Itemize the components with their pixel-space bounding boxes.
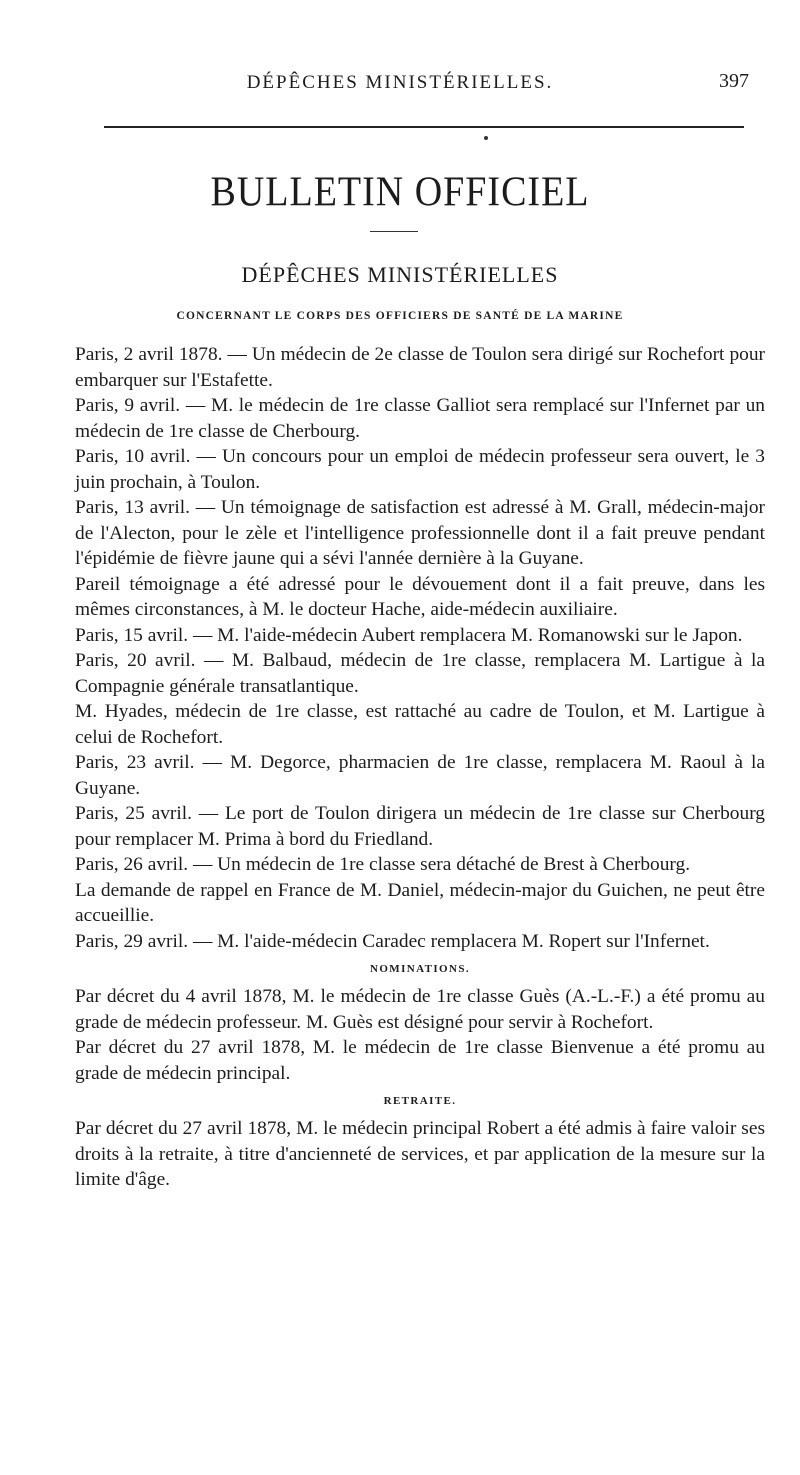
title-rule	[370, 231, 418, 232]
paragraph: Paris, 13 avril. — Un témoignage de satisfaction est adressé à M. Grall, médecin-major de l'Alecton, pour le zèle et l'intelligence professionnelle dont il a fait preuve pendant l'épidémie de fièvre jaune qui a sévi l'année dernière à la Guyane.	[75, 497, 765, 569]
nominations-heading: NOMINATIONS.	[369, 963, 471, 975]
running-head	[0, 66, 800, 96]
retraite-heading: RETRAITE.	[383, 1095, 457, 1107]
paragraph: M. Hyades, médecin de 1re classe, est rattaché au cadre de Toulon, et M. Lartigue à celui de Rochefort.	[75, 701, 765, 748]
paragraph: Par décret du 27 avril 1878, M. le médecin principal Robert a été admis à faire valoir ses droits à la retraite, à titre d'ancienneté de services, et par application de la mesure sur la limite d'âge.	[75, 1118, 765, 1190]
paragraph: Paris, 25 avril. — Le port de Toulon dirigera un médecin de 1re classe sur Cherbourg pour remplacer M. Prima à bord du Friedland.	[75, 803, 765, 850]
paragraph: La demande de rappel en France de M. Daniel, médecin-major du Guichen, ne peut être accueillie.	[75, 879, 765, 926]
page-number: 397	[719, 70, 749, 92]
paragraph: Paris, 23 avril. — M. Degorce, pharmacien de 1re classe, remplacera M. Raoul à la Guyane.	[75, 752, 765, 799]
paragraph: Paris, 10 avril. — Un concours pour un emploi de médecin professeur sera ouvert, le 3 juin prochain, à Toulon.	[75, 446, 765, 493]
section-title: DÉPÊCHES MINISTÉRIELLES	[241, 262, 559, 287]
paragraph: Par décret du 27 avril 1878, M. le médecin de 1re classe Bienvenue a été promu au grade de médecin principal.	[75, 1037, 765, 1084]
paragraph: Paris, 26 avril. — Un médecin de 1re classe sera détaché de Brest à Cherbourg.	[75, 854, 691, 875]
ornament-dot	[484, 136, 488, 140]
paragraph: Par décret du 4 avril 1878, M. le médecin de 1re classe Guès (A.-L.-F.) a été promu au grade de médecin professeur. M. Guès est désigné pour servir à Rochefort.	[75, 986, 765, 1033]
paragraph: Paris, 15 avril. — M. l'aide-médecin Aubert remplacera M. Romanowski sur le Japon.	[75, 624, 743, 646]
paragraph: Paris, 2 avril 1878. — Un médecin de 2e classe de Toulon sera dirigé sur Rochefort pour embarquer sur l'Estafette.	[75, 344, 765, 391]
paragraph: Paris, 20 avril. — M. Balbaud, médecin de 1re classe, remplacera M. Lartigue à la Compagnie générale transatlantique.	[75, 650, 765, 697]
running-title: DÉPÊCHES MINISTÉRIELLES.	[246, 72, 554, 93]
section-subtitle: CONCERNANT LE CORPS DES OFFICIERS DE SANTÉ DE LA MARINE	[176, 310, 624, 322]
document-body	[75, 342, 765, 1193]
header-rule	[104, 126, 744, 128]
paragraph: Paris, 9 avril. — M. le médecin de 1re classe Galliot sera remplacé sur l'Infernet par un médecin de 1re classe de Cherbourg.	[75, 395, 765, 442]
paragraph: Pareil témoignage a été adressé pour le dévouement dont il a fait preuve, dans les mêmes circonstances, à M. le docteur Hache, aide-médecin auxiliaire.	[75, 573, 765, 620]
bulletin-title: BULLETIN OFFICIEL	[210, 168, 590, 216]
paragraph: Paris, 29 avril. — M. l'aide-médecin Caradec remplacera M. Ropert sur l'Infernet.	[75, 930, 710, 952]
